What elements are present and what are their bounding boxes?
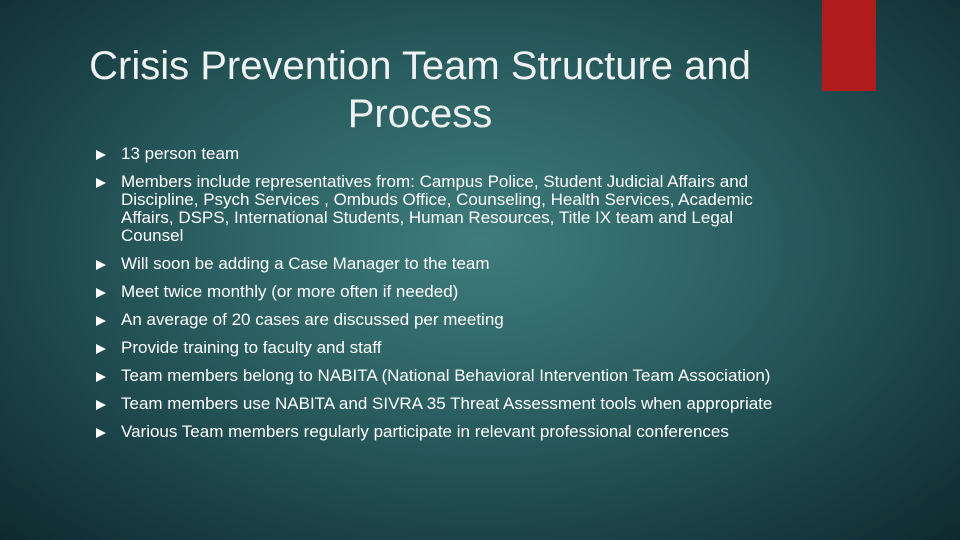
bullet-text: Meet twice monthly (or more often if needed) bbox=[121, 282, 459, 301]
arrow-right-icon bbox=[96, 400, 106, 410]
bullet-text: An average of 20 cases are discussed per meeting bbox=[121, 310, 504, 329]
arrow-right-icon bbox=[96, 344, 106, 354]
bullet-text: Provide training to faculty and staff bbox=[121, 338, 382, 357]
list-item bbox=[96, 423, 786, 441]
arrow-right-icon bbox=[96, 372, 106, 382]
bullet-list bbox=[96, 145, 786, 451]
bullet-text: Will soon be adding a Case Manager to the team bbox=[121, 254, 490, 273]
bullet-text: Various Team members regularly participate in relevant professional conferences bbox=[121, 422, 729, 441]
arrow-right-icon bbox=[96, 260, 106, 270]
list-item bbox=[96, 395, 786, 413]
arrow-right-icon bbox=[96, 178, 106, 188]
bullet-text: Team members use NABITA and SIVRA 35 Threat Assessment tools when appropriate bbox=[121, 394, 773, 413]
list-item bbox=[96, 173, 786, 245]
list-item bbox=[96, 145, 786, 163]
list-item bbox=[96, 339, 786, 357]
accent-bar bbox=[822, 0, 876, 91]
list-item bbox=[96, 283, 786, 301]
list-item bbox=[96, 367, 786, 385]
arrow-right-icon bbox=[96, 150, 106, 160]
arrow-right-icon bbox=[96, 316, 106, 326]
bullet-text: 13 person team bbox=[121, 144, 240, 163]
arrow-right-icon bbox=[96, 288, 106, 298]
list-item bbox=[96, 311, 786, 329]
bullet-text: Team members belong to NABITA (National Behavioral Intervention Team Association) bbox=[121, 366, 771, 385]
list-item bbox=[96, 255, 786, 273]
slide-title: Crisis Prevention Team Structure and Process bbox=[89, 44, 751, 136]
arrow-right-icon bbox=[96, 428, 106, 438]
bullet-text: Members include representatives from: Campus Police, Student Judicial Affairs and Discipline, Psych Services , Ombuds Office, Counseling, Health Services, Academic Affairs, DSPS, International Students, Human Resources, Title IX team and Legal Counsel bbox=[121, 172, 753, 245]
